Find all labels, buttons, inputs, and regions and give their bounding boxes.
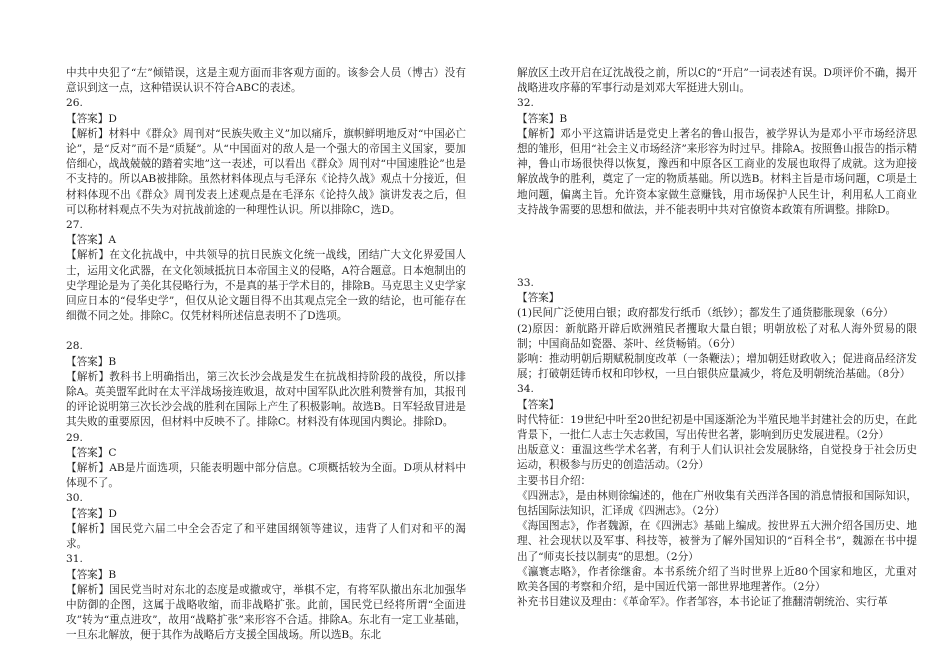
q33-answer-1: (1)民间广泛使用白银；政府都发行纸币（纸钞）；都发生了通货膨胀现象（6分） <box>517 307 894 320</box>
q34-book-haiguotuzhi: 《海国图志》，作者魏源，在《四洲志》基础上编成。按世界五大洲介绍各国历史、地理、社会现状以及军事、科技等，被誉为了解外国知识的“百科全书”，魏源在书中提出了“师夷长技以制夷”的思想。（2分） <box>517 520 917 563</box>
q27-answer: 【答案】A <box>66 234 117 247</box>
q28-number: 28. <box>66 340 83 353</box>
q26-number: 26. <box>66 97 83 110</box>
q30-number: 30. <box>66 492 83 505</box>
q28-analysis: 【解析】教科书上明确指出，第三次长沙会战是发生在抗战相持阶段的战役，所以排除A。英美盟军此时在太平洋战场接连败退，故对中国军队此次胜利赞誉有加，其报刊的评论说明第三次长沙会战的胜利在国际上产生了积极影响。故选B。日军轻敌冒进是其失败的重要原因，但材料中反映不了。排除C。材料没有体现国内舆论。排除D。 <box>66 370 466 429</box>
q33-answer-3: 影响：推动明朝后期赋税制度改革（一条鞭法）；增加朝廷财政收入；促进商品经济发展；打破朝廷铸币权和印钞权，一旦白银供应量减少，将危及明朝统治基础。（8分） <box>517 353 917 381</box>
q26-answer: 【答案】D <box>66 112 117 125</box>
q34-significance: 出版意义：重温这些学术名著，有利于人们认识社会发展脉络，自觉投身于社会历史运动，积极参与历史的创造活动。（2分） <box>517 444 917 472</box>
q34-book-yinghuanzhilue: 《瀛寰志略》，作者徐继畬。本书系统介绍了当时世界上近80个国家和地区，尤重对欧美各国的考察和介绍，是中国近代第一部世界地理著作。（2分） <box>517 565 917 594</box>
q33-number: 33. <box>517 277 534 290</box>
q33-answer: 【答案】 <box>517 292 560 305</box>
spacer <box>517 218 917 276</box>
q27-number: 27. <box>66 219 83 232</box>
q28-answer: 【答案】B <box>66 355 117 368</box>
right-column <box>517 66 917 611</box>
q31-answer: 【答案】B <box>66 568 117 581</box>
q31-analysis: 【解析】国民党当时对东北的态度是或撤或守，举棋不定，有将军队撤出东北加强华中防御的企图，这属于战略收缩，而非战略扩张。此前，国民党已经将所谓“全面进攻”转为“重点进攻”，故用“战略扩张”来形容不合适。排除A。东北有一定工业基础，一旦东北解放，便于其作为战略后方支援全国战场。所以选B。东北 <box>66 583 466 642</box>
q34-supplement: 补充书目建议及理由：《革命军》。作者邹容，本书论证了推翻清朝统治、实行革 <box>517 596 888 609</box>
intro-paragraph: 中共中央犯了“左”倾错误，这是主观方面而非客观方面的。该参会人员（博古）没有意识到这一点，这种错误认识不符合ABC的表述。 <box>66 67 466 95</box>
q34-number: 34. <box>517 383 534 396</box>
q32-analysis: 【解析】邓小平这篇讲话是党史上著名的鲁山报告，被学界认为是邓小平市场经济思想的雏形，但用“社会主义市场经济”来形容为时过早。排除A。按照鲁山报告的指示精神，鲁山市场很快得以恢复，豫西和中原各区工商业的发展也取得了成就。这为迎接解放战争的胜利，奠定了一定的物质基础。所以选B。材料主旨是市场问题，C项是土地问题，偏离主旨。允许资本家做生意赚钱，用市场保护人民生计，利用私人工商业支持战争需要的思想和做法，并不能表明中共对官僚资本政策有所调整。排除D。 <box>517 127 917 216</box>
q30-answer: 【答案】D <box>66 507 117 520</box>
spacer <box>66 324 466 339</box>
q27-analysis: 【解析】在文化抗战中，中共领导的抗日民族文化统一战线，团结广大文化界爱国人士，运用文化武器，在文化领域抵抗日本帝国主义的侵略，A符合题意。日本炮制出的史学理论是为了美化其侵略行为，不是真的基于学术目的，排除B。马克思主义史学家回应日本的“侵华史学”，但仅从论文题目得不出其观点完全一致的结论，也可能存在细微不同之处。排除C。仅凭材料所述信息表明不了D选项。 <box>66 249 466 323</box>
q29-answer: 【答案】C <box>66 446 117 459</box>
q29-number: 29. <box>66 431 83 444</box>
q29-analysis: 【解析】AB是片面选项，只能表明题中部分信息。C项概括较为全面。D项从材料中体现不了。 <box>66 462 466 490</box>
q26-analysis: 【解析】材料中《群众》周刊对“民族失败主义”加以痛斥，旗帜鲜明地反对“中国必亡论”，是“反对”而不是“质疑”。从“中国面对的敌人是一个强大的帝国主义国家，要加倍细心，战战兢兢的踏着实地”这一表述，可以看出《群众》周刊对“中国速胜论”也是不支持的。所以AB被排除。虽然材料体现点与毛泽东《论持久战》观点十分接近，但材料体现不出《群众》周刊发表上述观点是在毛泽东《论持久战》演讲发表之后，但可以称材料观点不失为对抗战前途的一种理性认识。所以排除C，选D。 <box>66 127 466 216</box>
q32-answer: 【答案】B <box>517 112 568 125</box>
q34-book-sizhouzhi: 《四洲志》，是由林则徐编述的，他在广州收集有关西洋各国的消息情报和国际知识，包括国际法知识，汇译成《四洲志》。（2分） <box>517 489 917 518</box>
q34-books-heading: 主要书目介绍： <box>517 474 592 487</box>
q34-answer: 【答案】 <box>517 398 560 411</box>
q34-era: 时代特征：19世纪中叶至20世纪初是中国逐渐沦为半殖民地半封建社会的历史，在此背景下，一批仁人志士矢志救国，写出传世名著，影响到历史发展进程。（2分） <box>517 413 917 442</box>
q31-number: 31. <box>66 553 83 566</box>
q33-answer-2: (2)原因：新航路开辟后欧洲殖民者攫取大量白银；明朝放松了对私人海外贸易的限制；中国商品如瓷器、茶叶、丝货畅销。（6分） <box>517 322 917 350</box>
q30-analysis: 【解析】国民党六届二中全会否定了和平建国纲领等建议，违背了人们对和平的渴求。 <box>66 522 466 551</box>
left-column <box>66 66 466 644</box>
q31-continuation: 解放区土改开启在辽沈战役之前，所以C的“开启”一词表述有误。D项评价不确，揭开战略进攻序幕的军事行动是刘邓大军挺进大别山。 <box>517 67 917 95</box>
q32-number: 32. <box>517 97 534 110</box>
